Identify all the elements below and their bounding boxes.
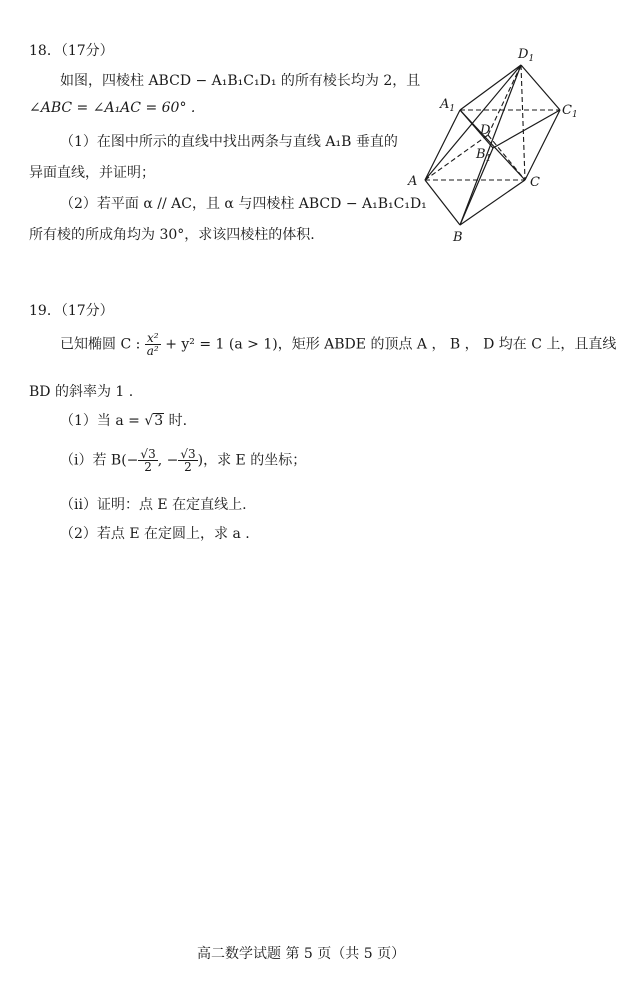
q19-number: 19．（17分） [29,303,114,319]
q18-line1: 如图，四棱柱 ABCD − A₁B₁C₁D₁ 的所有棱长均为 2，且 [60,73,421,89]
label-b: B [453,230,463,245]
edge-bd1 [460,65,521,225]
q18-part2-a: （2）若平面 α // AC，且 α 与四棱柱 ABCD − A₁B₁C₁D₁ [60,196,427,212]
edge-a1c [460,110,525,180]
coord-y-fraction [178,448,197,473]
edge-d1c-hidden [521,65,525,180]
edge-dd1-hidden [488,65,521,135]
q18-number: 18．（17分） [29,43,114,59]
edge-ad1 [425,65,521,180]
label-b1: $B_1$ [476,147,492,164]
part-i-pre: （i）若 B(− [60,452,139,469]
q18-part1-a: （1）在图中所示的直线中找出两条与直线 A₁B 垂直的 [60,134,398,150]
q19-part1-post: 时. [164,413,188,429]
coord-x-fraction [138,448,157,473]
prism-figure [400,40,600,250]
page-footer: 高二数学试题 第 5 页（共 5 页） [197,946,406,962]
coord-y-den: 2 [184,460,192,474]
label-d1: $D_1$ [518,47,535,64]
q19-part1: （1）当 a = √3 时. [60,413,188,429]
q19-intro-post: + y² = 1 (a > 1)，矩形 ABDE 的顶点 A ， B ， D 均在 C 上，且直线 [160,336,617,353]
q19-part1-pre: （1）当 a = [60,413,145,429]
label-a1: $A_1$ [440,97,456,114]
edge-d1c1 [521,65,560,110]
coord-x-num: √3 [140,447,156,461]
q18-line2: ∠ABC = ∠A₁AC = 60° . [29,100,196,116]
coord-x-den: 2 [144,460,152,474]
ellipse-fraction [145,332,161,357]
label-a: A [408,174,418,189]
fraction-numerator: x² [145,332,161,345]
part-i-post: )，求 E 的坐标； [197,452,307,469]
edge-ab [425,180,460,225]
q19-intro [60,332,616,357]
q19-part1-ii: （ii）证明：点 E 在定直线上. [60,497,247,513]
label-d: D [480,123,491,138]
sqrt-value: 3 [154,413,164,429]
q19-line2: BD 的斜率为 1 . [29,384,134,400]
q18-part1-b: 异面直线，并证明； [29,165,155,181]
q18-part2-b: 所有棱的所成角均为 30°，求该四棱柱的体积. [29,227,315,243]
fraction-denominator: a² [146,344,159,358]
coord-y-num: √3 [180,447,196,461]
edge-dc-hidden [488,135,525,180]
q19-part1-i [60,448,306,473]
q19-part2: （2）若点 E 在定圆上，求 a . [60,526,250,542]
label-c: C [530,175,540,190]
label-c1: $C_1$ [562,103,578,120]
q19-intro-pre: 已知椭圆 C : [60,336,145,353]
part-i-mid: , − [157,452,179,469]
